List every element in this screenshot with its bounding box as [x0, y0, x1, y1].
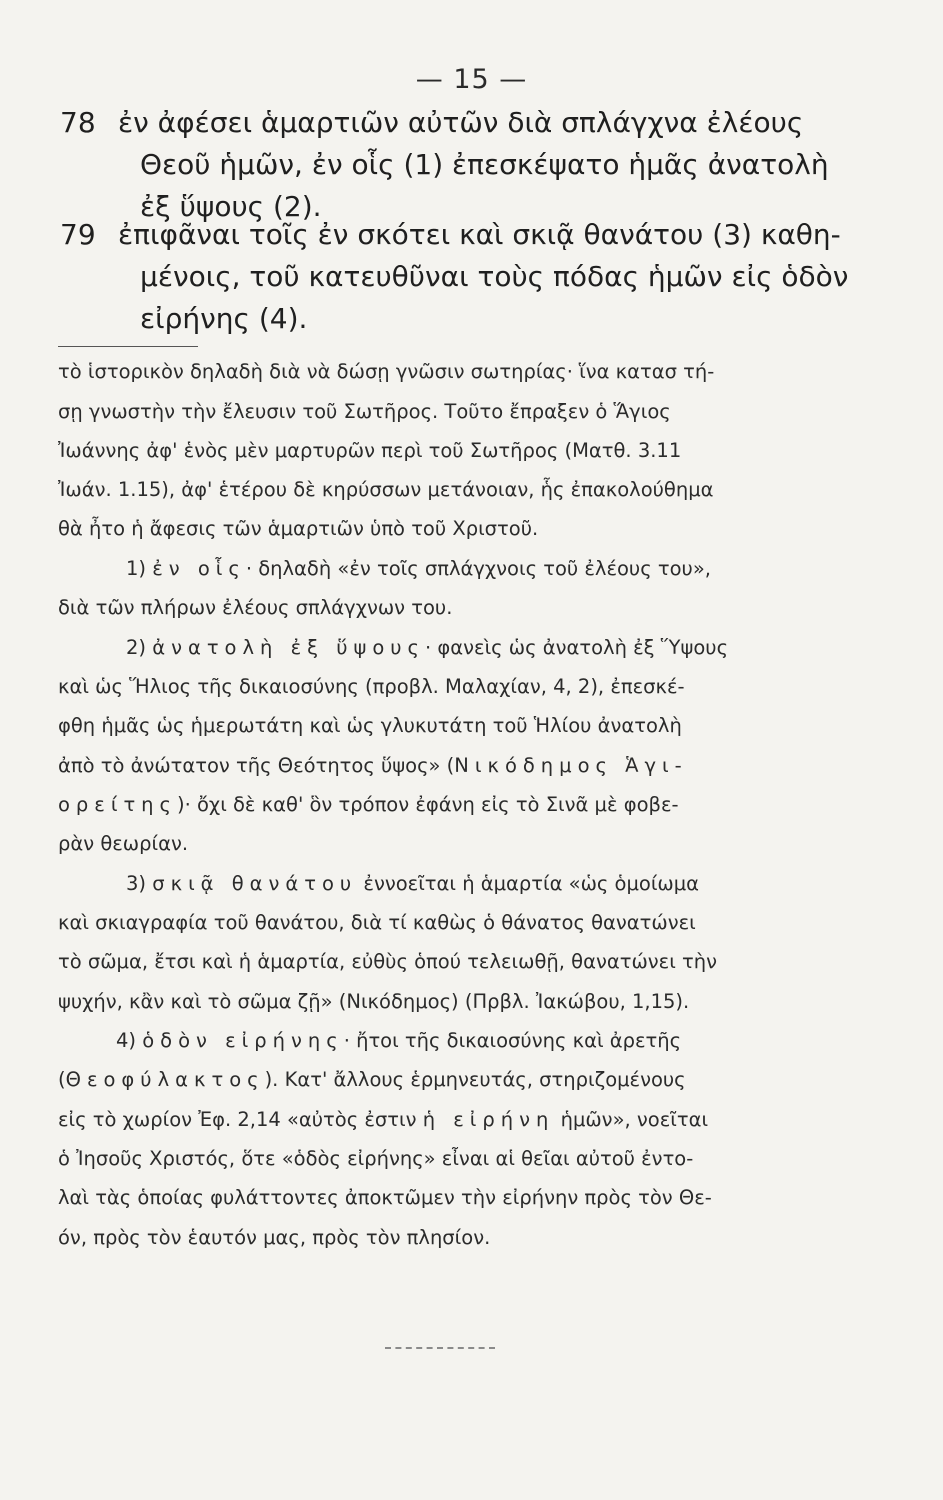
footnote-line: [58, 754, 688, 777]
note-marker: 2): [126, 636, 153, 659]
spaced-term: ορείτης: [58, 793, 177, 816]
verse-line: εἰρήνης (4).: [140, 302, 308, 335]
footnote-line: Ἰωάν. 1.15), ἀφ' ἑτέρου δὲ κηρύσσων μετάνοιαν, ἧς ἐπακολούθημα: [58, 478, 714, 501]
bottom-divider: [385, 1347, 495, 1349]
note-text: ). Κατ' ἄλλους ἑρμηνευτάς, στηριζομένους: [264, 1068, 686, 1091]
note-text: · ἤτοι τῆς δικαιοσύνης καὶ ἀρετῆς: [343, 1029, 682, 1052]
footnote-line: [58, 793, 679, 816]
footnote-line: φθη ἡμᾶς ὡς ἡμερωτάτη καὶ ὡς γλυκυτάτη τοῦ Ἡλίου ἀνατολὴ: [58, 714, 682, 737]
note-text: ἡμῶν», νοεῖται: [554, 1108, 709, 1131]
footnote-line: όν, πρὸς τὸν ἑαυτόν μας, πρὸς τὸν πλησίον.: [58, 1226, 491, 1249]
footnote-line: ὁ Ἰησοῦς Χριστός, ὅτε «ὁδὸς εἰρήνης» εἶναι αἱ θεῖαι αὐτοῦ ἐντο-: [58, 1147, 694, 1170]
verse-line: ἐπιφᾶναι τοῖς ἐν σκότει καὶ σκιᾷ θανάτου (3) καθη-: [118, 218, 841, 251]
note-text: ἀπὸ τὸ ἀνώτατον τῆς Θεότητος ὕψος» (: [58, 754, 455, 777]
footnote-line: Ἰωάννης ἀφ' ἑνὸς μὲν μαρτυρῶν περὶ τοῦ Σωτῆρος (Ματθ. 3.11: [58, 439, 682, 462]
footnote-line: θὰ ἦτο ἡ ἄφεσις τῶν ἁμαρτιῶν ὑπὸ τοῦ Χριστοῦ.: [58, 517, 539, 540]
note-text: )· ὄχι δὲ καθ' ὃν τρόπον ἐφάνη εἰς τὸ Σινᾶ μὲ φοβε-: [177, 793, 679, 816]
footnote-line: διὰ τῶν πλήρων ἐλέους σπλάγχνων του.: [58, 596, 453, 619]
spaced-term: ὁδὸν εἰρήνης: [142, 1029, 344, 1052]
footnote-line: ρὰν θεωρίαν.: [58, 832, 189, 855]
footnote-rule: [58, 346, 198, 347]
footnote-line: ψυχήν, κἂν καὶ τὸ σῶμα ζῇ» (Νικόδημος) (Πρβλ. Ἰακώβου, 1,15).: [58, 990, 690, 1013]
note-text: · φανεὶς ὡς ἀνατολὴ ἐξ Ὕψους: [425, 636, 729, 659]
spaced-term: ἀνατολὴ ἐξ ὕψους: [152, 636, 426, 659]
footnote-line: καὶ ὡς Ἥλιος τῆς δικαιοσύνης (προβλ. Μαλαχίαν, 4, 2), ἐπεσκέ-: [58, 675, 685, 698]
note-text: (: [58, 1068, 66, 1091]
page-number: — 15 —: [415, 64, 528, 95]
verse-line: ἐν ἀφέσει ἁμαρτιῶν αὐτῶν διὰ σπλάγχνα ἐλέους: [118, 106, 804, 139]
footnote-3: [126, 872, 699, 895]
note-text: · δηλαδὴ «ἐν τοῖς σπλάγχνοις τοῦ ἐλέους του»,: [245, 557, 711, 580]
footnote-line: τὸ ἱστορικὸν δηλαδὴ διὰ νὰ δώσῃ γνῶσιν σωτηρίας· ἵνα κατασ τή-: [58, 360, 715, 383]
footnote-line: [58, 1068, 686, 1091]
note-marker: 4): [116, 1029, 143, 1052]
verse-line: ἐξ ὕψους (2).: [140, 190, 322, 223]
verse-number: 79: [60, 218, 96, 251]
verse-line: Θεοῦ ἡμῶν, ἐν οἷς (1) ἐπεσκέψατο ἡμᾶς ἀνατολὴ: [140, 148, 829, 181]
note-text: ἐννοεῖται ἡ ἁμαρτία «ὡς ὁμοίωμα: [357, 872, 700, 895]
spaced-term: Νικόδημος Ἁγι-: [454, 754, 688, 777]
footnote-1: [126, 557, 711, 580]
footnote-line: τὸ σῶμα, ἔτσι καὶ ἡ ἁμαρτία, εὐθὺς ὁπού τελειωθῇ, θανατώνει τὴν: [58, 950, 717, 973]
footnote-line: λαὶ τὰς ὁποίας φυλάττοντες ἀποκτῶμεν τὴν εἰρήνην πρὸς τὸν Θε-: [58, 1186, 712, 1209]
note-text: εἰς τὸ χωρίον Ἐφ. 2,14 «αὐτὸς ἐστιν: [58, 1108, 423, 1131]
note-marker: 1): [126, 557, 153, 580]
footnote-line: σῃ γνωστὴν τὴν ἔλευσιν τοῦ Σωτῆρος. Τοῦτο ἔπραξεν ὁ Ἅγιος: [58, 400, 671, 423]
verse-line: μένοις, τοῦ κατευθῦναι τοὺς πόδας ἡμῶν εἰς ὁδὸν: [140, 260, 849, 293]
spaced-term: ἐν οἷς: [152, 557, 246, 580]
footnote-line: καὶ σκιαγραφία τοῦ θανάτου, διὰ τί καθὼς ὁ θάνατος θανατώνει: [58, 911, 696, 934]
footnote-4: [116, 1029, 681, 1052]
spaced-term: Θεοφύλακτος: [65, 1068, 265, 1091]
spaced-term: σκιᾷ θανάτου: [152, 872, 358, 895]
footnote-2: [126, 636, 728, 659]
spaced-term: ἡ εἰρήνη: [422, 1108, 555, 1131]
note-marker: 3): [126, 872, 153, 895]
verse-number: 78: [60, 106, 96, 139]
footnote-line: [58, 1108, 708, 1131]
